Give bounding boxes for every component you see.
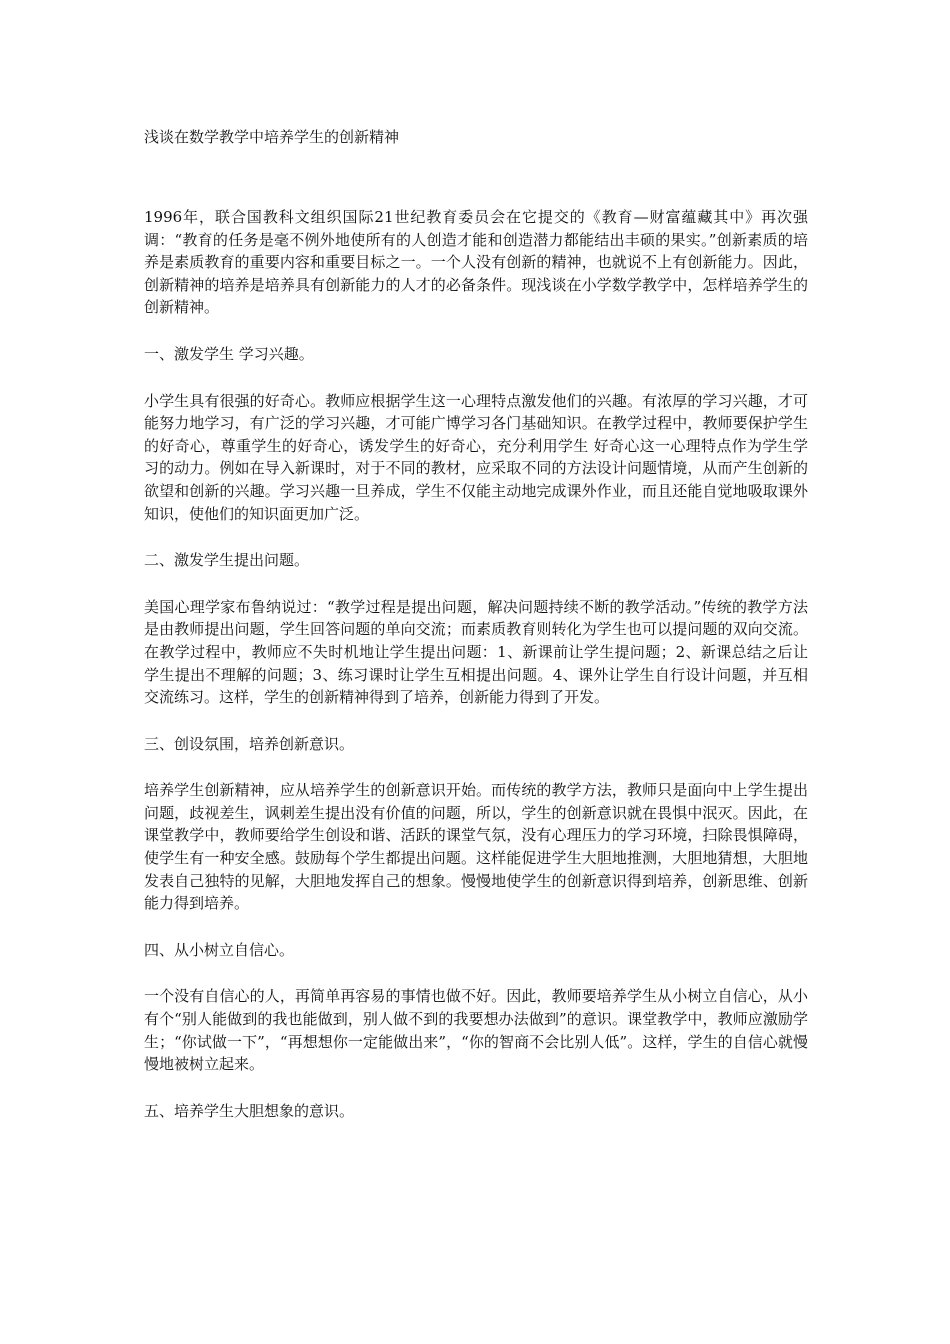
document-title: 浅谈在数学教学中培养学生的创新精神 xyxy=(144,128,400,146)
section-heading-5: 五、培养学生大胆想象的意识。 xyxy=(144,1101,355,1120)
paragraph-section-1: 小学生具有很强的好奇心。教师应根据学生这一心理特点激发他们的兴趣。有浓厚的学习兴趣，才可能努力地学习，有广泛的学习兴趣，才可能广博学习各门基础知识。在教学过程中，教师要保护学生的好奇心，尊重学生的好奇心，诱发学生的好奇心，充分利用学生 好奇心这一心理特点作为学生学习的动力。例如在导入新课时，对于不同的教材，应采取不同的方法设计问题情境，从而产生创新的欲望和创新的兴趣。学习兴趣一旦养成，学生不仅能主动地完成课外作业，而且还能自觉地吸取课外知识，使他们的知识面更加广泛。 xyxy=(144,391,808,523)
section-heading-4: 四、从小树立自信心。 xyxy=(144,940,295,959)
paragraph-section-2: 美国心理学家布鲁纳说过：“教学过程是提出问题，解决问题持续不断的教学活动。”传统的教学方法是由教师提出问题，学生回答问题的单向交流；而素质教育则转化为学生也可以提问题的双向交流。在教学过程中，教师应不失时机地让学生提出问题：1、新课前让学生提问题；2、新课总结之后让学生提出不理解的问题；3、练习课时让学生互相提出问题。4、课外让学生自行设计问题，并互相交流练习。这样，学生的创新精神得到了培养，创新能力得到了开发。 xyxy=(144,597,808,707)
section-heading-3: 三、创设氛围，培养创新意识。 xyxy=(144,734,355,753)
document-body xyxy=(144,126,808,1146)
paragraph-intro: 1996年，联合国教科文组织国际21世纪教育委员会在它提交的《教育—财富蕴藏其中》再次强调：“教育的任务是毫不例外地使所有的人创造才能和创造潜力都能结出丰硕的果实。”创新素质的培养是素质教育的重要内容和重要目标之一。一个人没有创新的精神，也就说不上有创新能力。因此，创新精神的培养是培养具有创新能力的人才的必备条件。现浅谈在小学数学教学中，怎样培养学生的创新精神。 xyxy=(144,208,808,317)
paragraph-section-3: 培养学生创新精神，应从培养学生的创新意识开始。而传统的教学方法，教师只是面向中上学生提出问题，歧视差生，讽刺差生提出没有价值的问题，所以，学生的创新意识就在畏惧中泯灭。因此，在课堂教学中，教师要给学生创设和谐、活跃的课堂气氛，没有心理压力的学习环境，扫除畏惧障碍，使学生有一种安全感。鼓励每个学生都提出问题。这样能促进学生大胆地推测，大胆地猜想，大胆地发表自己独特的见解，大胆地发挥自己的想象。慢慢地使学生的创新意识得到培养，创新思维、创新能力得到培养。 xyxy=(144,781,808,913)
paragraph-section-4: 一个没有自信心的人，再简单再容易的事情也做不好。因此，教师要培养学生从小树立自信心，从小有个“别人能做到的我也能做到，别人做不到的我要想办法做到”的意识。课堂教学中，教师应激励学生；“你试做一下”，“再想想你一定能做出来”，“你的智商不会比别人低”。这样，学生的自信心就慢慢地被树立起来。 xyxy=(144,987,808,1074)
section-heading-2: 二、激发学生提出问题。 xyxy=(144,551,310,570)
section-heading-1: 一、激发学生 学习兴趣。 xyxy=(144,344,314,363)
